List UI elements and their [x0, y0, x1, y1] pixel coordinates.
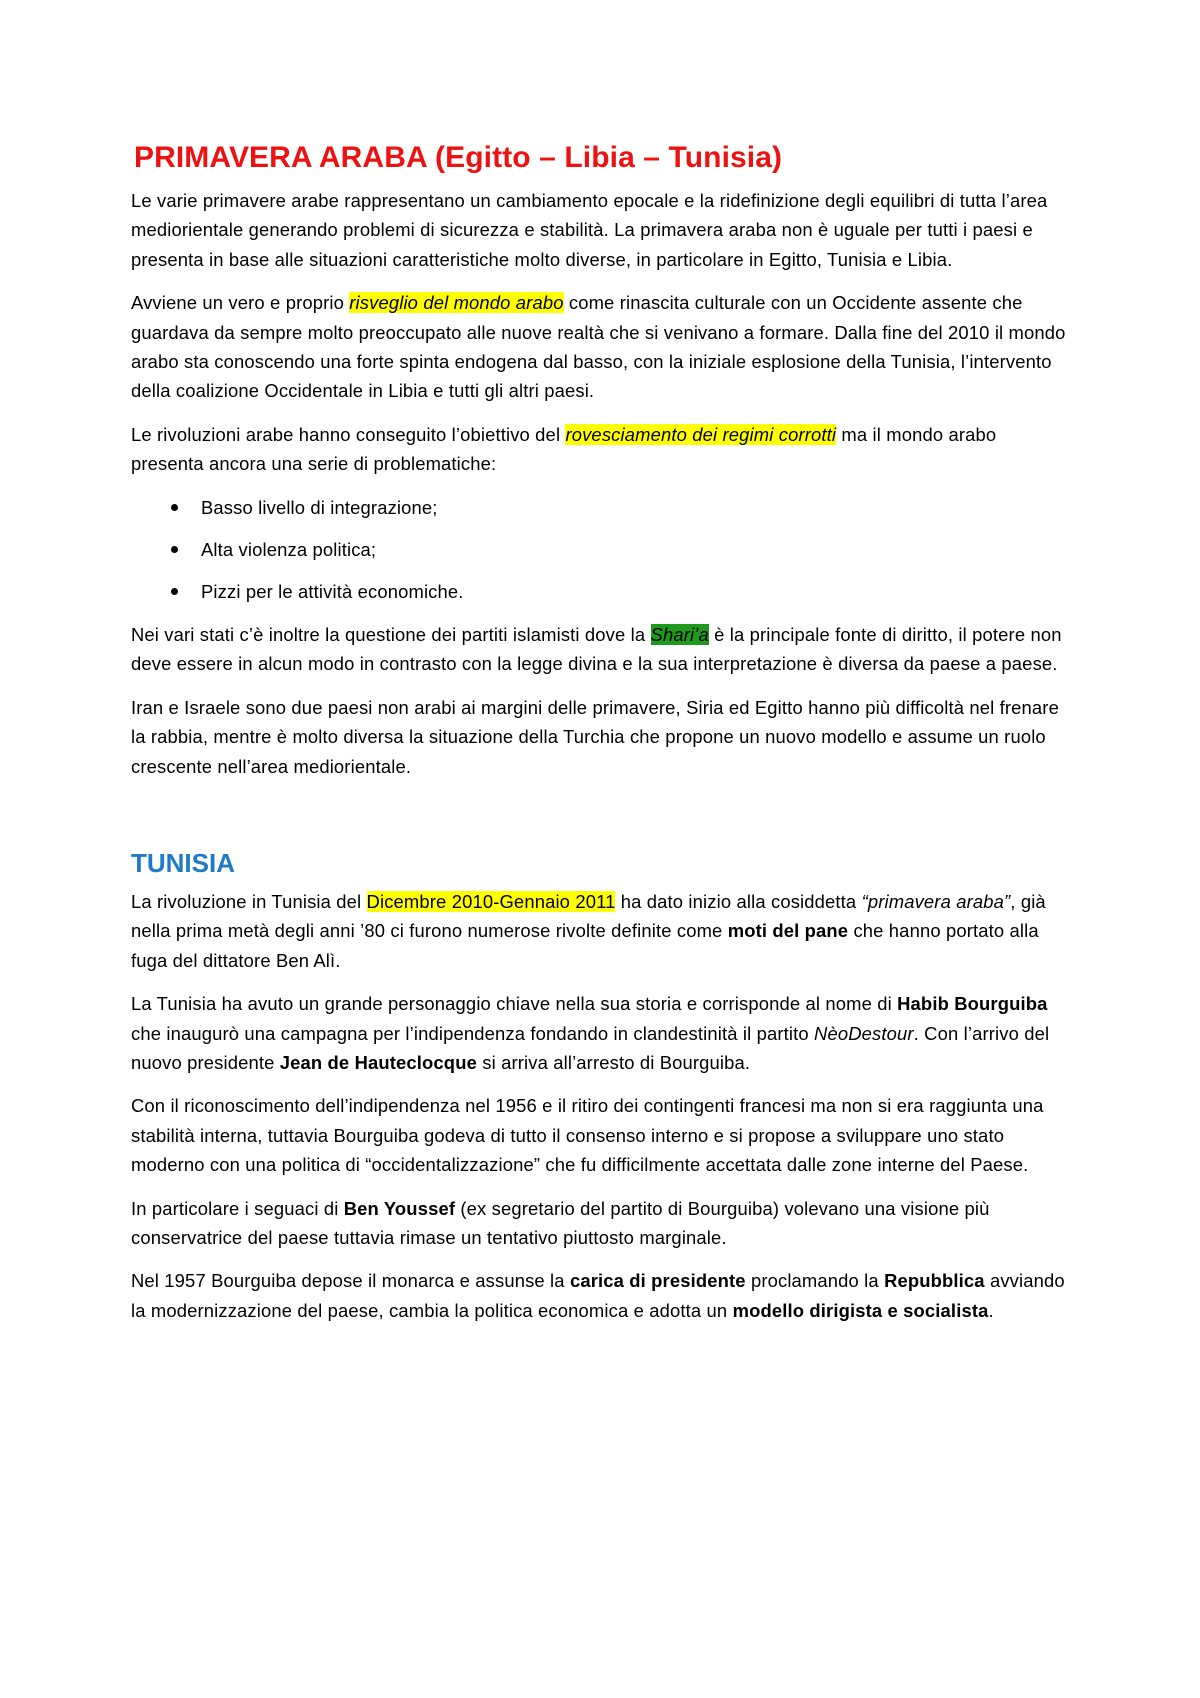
tunisia-paragraph-2: La Tunisia ha avuto un grande personaggio chiave nella sua storia e corrisponde al nome di Habib Bourguiba che inaugurò una campagna per l’indipendenza fondando in clandestinità il partito NèoDestour. Con l’arrivo del nuovo presidente Jean de Hauteclocque si arriva all’arresto di Bourguiba.: [131, 993, 1050, 1073]
list-item: Pizzi per le attività economiche.: [131, 577, 1071, 606]
section-spacer: [131, 795, 1071, 847]
document-body: [131, 140, 1071, 1339]
tunisia-paragraph-5: Nel 1957 Bourguiba depose il monarca e assunse la carica di presidente proclamando la Repubblica avviando la modernizzazione del paese, cambia la politica economica e adotta un modello dirigista e socialista.: [131, 1270, 1065, 1321]
problems-list: [131, 493, 1071, 607]
highlight-risveglio: risveglio del mondo arabo: [349, 292, 564, 314]
tunisia-paragraph-1: La rivoluzione in Tunisia del Dicembre 2010-Gennaio 2011 ha dato inizio alla cosiddetta “primavera araba”, già nella prima metà degli anni ’80 ci furono numerose rivolte definite come moti del pane che hanno portato alla fuga del dittatore Ben Alì.: [131, 890, 1046, 971]
intro-paragraph-5: Iran e Israele sono due paesi non arabi ai margini delle primavere, Siria ed Egitto hanno più difficoltà nel frenare la rabbia, mentre è molto diversa la situazione della Turchia che propone un nuovo modello e assume un ruolo crescente nell’area mediorientale.: [131, 696, 1059, 777]
highlight-sharia: Shari’a: [650, 623, 709, 645]
intro-paragraph-3: Le rivoluzioni arabe hanno conseguito l’obiettivo del rovesciamento dei regimi corrotti ma il mondo arabo presenta ancora una serie di problematiche:: [131, 423, 997, 475]
highlight-rovesciamento: rovesciamento dei regimi corrotti: [565, 423, 837, 445]
list-item: Alta violenza politica;: [131, 535, 1071, 564]
intro-paragraph-2: Avviene un vero e proprio risveglio del mondo arabo come rinascita culturale con un Occidente assente che guardava da sempre molto preoccupato alle nuove realtà che si venivano a formare. Dalla fine del 2010 il mondo arabo sta conoscendo una forte spinta endogena dal basso, con la iniziale esplosione della Tunisia, l’intervento della coalizione Occidentale in Libia e tutti gli altri paesi.: [131, 292, 1066, 402]
intro-paragraph-1: Le varie primavere arabe rappresentano un cambiamento epocale e la ridefinizione degli equilibri di tutta l’area mediorientale generando problemi di sicurezza e stabilità. La primavera araba non è uguale per tutti i paesi e presenta in base alle situazioni caratteristiche molto diverse, in particolare in Egitto, Tunisia e Libia.: [131, 190, 1048, 270]
bullet-icon: [171, 546, 178, 553]
tunisia-paragraph-3: Con il riconoscimento dell’indipendenza nel 1956 e il ritiro dei contingenti francesi ma non si era raggiunta una stabilità interna, tuttavia Bourguiba godeva di tutto il consenso interno e si propose a sviluppare uno stato moderno con una politica di “occidentalizzazione” che fu difficilmente accettata dalle zone interne del Paese.: [131, 1095, 1044, 1176]
bullet-icon: [171, 588, 178, 595]
list-item: Basso livello di integrazione;: [131, 493, 1071, 522]
section-heading-tunisia: TUNISIA: [131, 847, 235, 878]
intro-paragraph-4: Nei vari stati c’è inoltre la questione dei partiti islamisti dove la Shari’a è la principale fonte di diritto, il potere non deve essere in alcun modo in contrasto con la legge divina e la sua interpretazione è diversa da paese a paese.: [131, 623, 1062, 675]
document-title: PRIMAVERA ARABA (Egitto – Libia – Tunisia): [134, 141, 783, 174]
tunisia-paragraph-4: In particolare i seguaci di Ben Youssef (ex segretario del partito di Bourguiba) volevano una visione più conservatrice del paese tuttavia rimase un tentativo piuttosto marginale.: [131, 1197, 990, 1248]
bullet-icon: [171, 504, 178, 511]
highlight-dates: Dicembre 2010-Gennaio 2011: [366, 890, 616, 912]
